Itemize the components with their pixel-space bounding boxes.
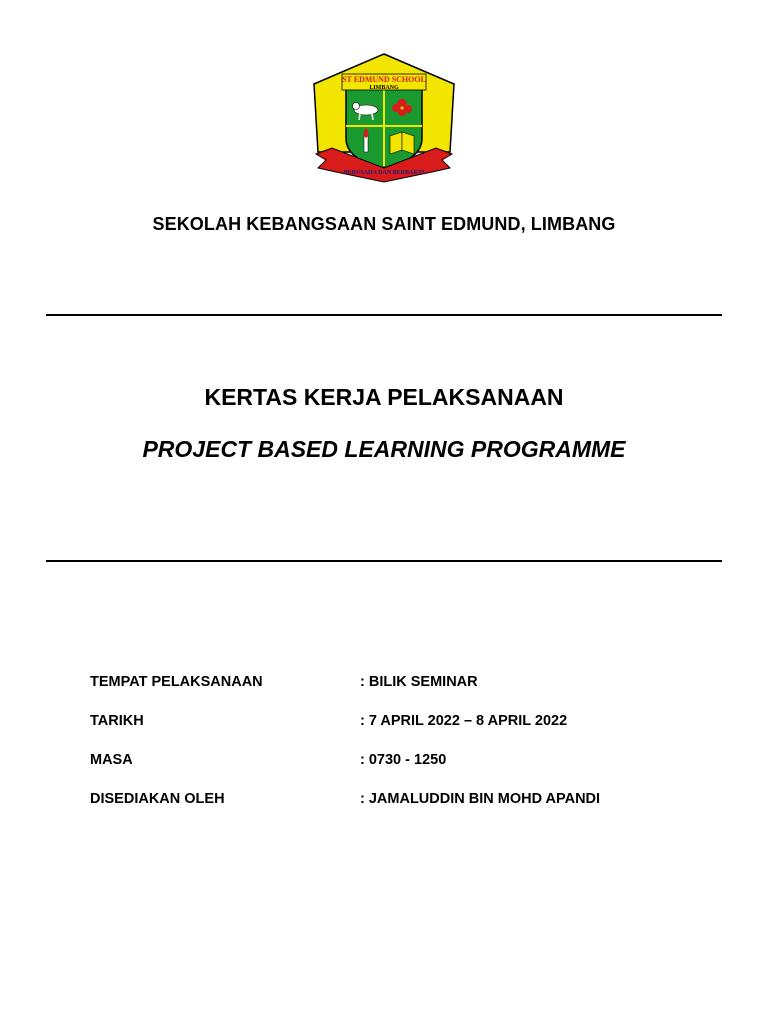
detail-label: MASA xyxy=(90,752,133,768)
detail-row-prepared-by xyxy=(90,791,690,830)
document-subtitle: PROJECT BASED LEARNING PROGRAMME xyxy=(142,436,626,462)
document-title: KERTAS KERJA PELAKSANAAN xyxy=(204,384,564,410)
detail-value: : 0730 - 1250 xyxy=(360,752,447,768)
detail-value: : BILIK SEMINAR xyxy=(360,674,478,690)
detail-label: TEMPAT PELAKSANAAN xyxy=(90,674,263,690)
detail-row-date xyxy=(90,713,690,752)
divider-bottom xyxy=(46,560,722,562)
detail-value: : 7 APRIL 2022 – 8 APRIL 2022 xyxy=(360,713,568,729)
detail-label: DISEDIAKAN OLEH xyxy=(90,791,225,807)
detail-label: TARIKH xyxy=(90,713,144,729)
crest-sub-text: LIMBANG xyxy=(369,85,399,91)
crest-motto: BERUSAHA DAN BERBAKTI xyxy=(343,170,425,176)
detail-row-venue xyxy=(90,674,690,713)
details-list xyxy=(90,674,690,830)
school-name: SEKOLAH KEBANGSAAN SAINT EDMUND, LIMBANG xyxy=(152,214,616,234)
torch-icon xyxy=(364,128,369,152)
crest-top-text: ST EDMUND SCHOOL xyxy=(342,75,426,84)
school-crest-logo xyxy=(312,52,456,186)
detail-row-time xyxy=(90,752,690,791)
detail-value: : JAMALUDDIN BIN MOHD APANDI xyxy=(360,791,601,807)
divider-top xyxy=(46,314,722,316)
